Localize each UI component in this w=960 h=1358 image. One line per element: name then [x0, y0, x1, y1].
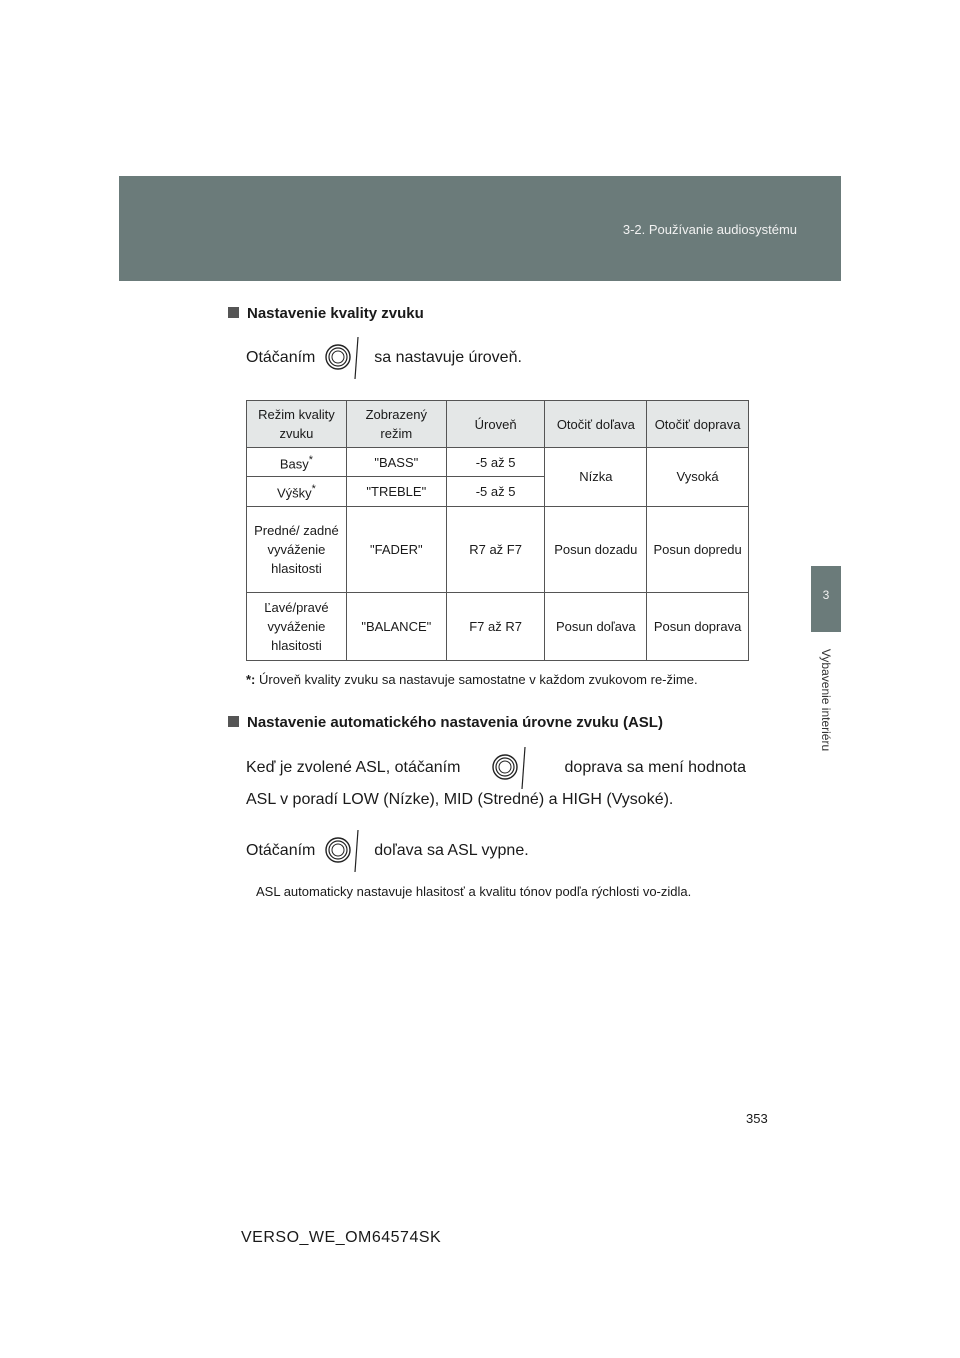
table-cell: Nízka — [545, 448, 647, 507]
table-header-row — [247, 401, 749, 448]
table-header-cell: Otočiť doľava — [545, 401, 647, 448]
table-row — [247, 448, 749, 477]
document-code: VERSO_WE_OM64574SK — [241, 1229, 442, 1246]
footnote-text: Úroveň kvality zvuku sa nastavuje samostatne v každom zvukovom re-žime. — [259, 672, 698, 687]
table-header-cell: Úroveň — [446, 401, 545, 448]
square-bullet-icon — [228, 307, 239, 318]
table-cell: F7 až R7 — [446, 592, 545, 660]
table-cell: "FADER" — [346, 506, 446, 592]
instruction-asl-off: Otáčaním doľava sa ASL vypne. — [246, 828, 529, 874]
table-cell: "BALANCE" — [346, 592, 446, 660]
table-header-cell: Otočiť doprava — [647, 401, 749, 448]
table-cell: Ľavé/pravé vyváženie hlasitosti — [247, 592, 347, 660]
table-cell: "BASS" — [346, 448, 446, 477]
asl-note: ASL automaticky nastavuje hlasitosť a kvalitu tónov podľa rýchlosti vo-zidla. — [256, 884, 692, 899]
table-cell: Predné/ zadné vyváženie hlasitosti — [247, 506, 347, 592]
knob-icon — [324, 828, 366, 874]
table-header-cell: Režim kvality zvuku — [247, 401, 347, 448]
footnote-mark: *: — [246, 672, 256, 687]
table-cell: Vysoká — [647, 448, 749, 507]
page-number: 353 — [746, 1111, 768, 1126]
sound-quality-table — [246, 400, 749, 661]
table-cell: "TREBLE" — [346, 477, 446, 506]
table-row — [247, 592, 749, 660]
table-row — [247, 506, 749, 592]
asterisk-mark: * — [308, 454, 313, 466]
table-cell: Posun doprava — [647, 592, 749, 660]
table-cell: Posun dozadu — [545, 506, 647, 592]
table-cell: Basy* — [247, 448, 347, 477]
section-title-asl: Nastavenie automatického nastavenia úrovne zvuku (ASL) — [228, 714, 663, 731]
instruction-asl-line2: ASL v poradí LOW (Nízke), MID (Stredné) a HIGH (Vysoké). — [246, 791, 674, 808]
table-cell: Posun dopredu — [647, 506, 749, 592]
instruction-sound-quality: Otáčaním sa nastavuje úroveň. — [246, 335, 522, 381]
table-cell: R7 až F7 — [446, 506, 545, 592]
chapter-number: 3 — [822, 588, 830, 602]
chapter-side-label: Vybavenie interiéru — [819, 648, 833, 752]
chapter-header-band — [119, 176, 841, 281]
square-bullet-icon — [228, 716, 239, 727]
table-cell: -5 až 5 — [446, 477, 545, 506]
knob-icon — [324, 335, 366, 381]
section-header-text: 3-2. Používanie audiosystému — [622, 222, 797, 237]
knob-icon — [491, 745, 533, 791]
asterisk-mark: * — [311, 483, 316, 496]
section-title-sound-quality: Nastavenie kvality zvuku — [228, 305, 424, 322]
table-footnote — [246, 670, 746, 690]
table-header-cell: Zobrazený režim — [346, 401, 446, 448]
instruction-asl-line1: Keď je zvolené ASL, otáčaním doprava sa mení hodnota — [246, 745, 746, 791]
table-cell: -5 až 5 — [446, 448, 545, 477]
table-cell: Výšky* — [247, 477, 347, 506]
table-cell: Posun doľava — [545, 592, 647, 660]
